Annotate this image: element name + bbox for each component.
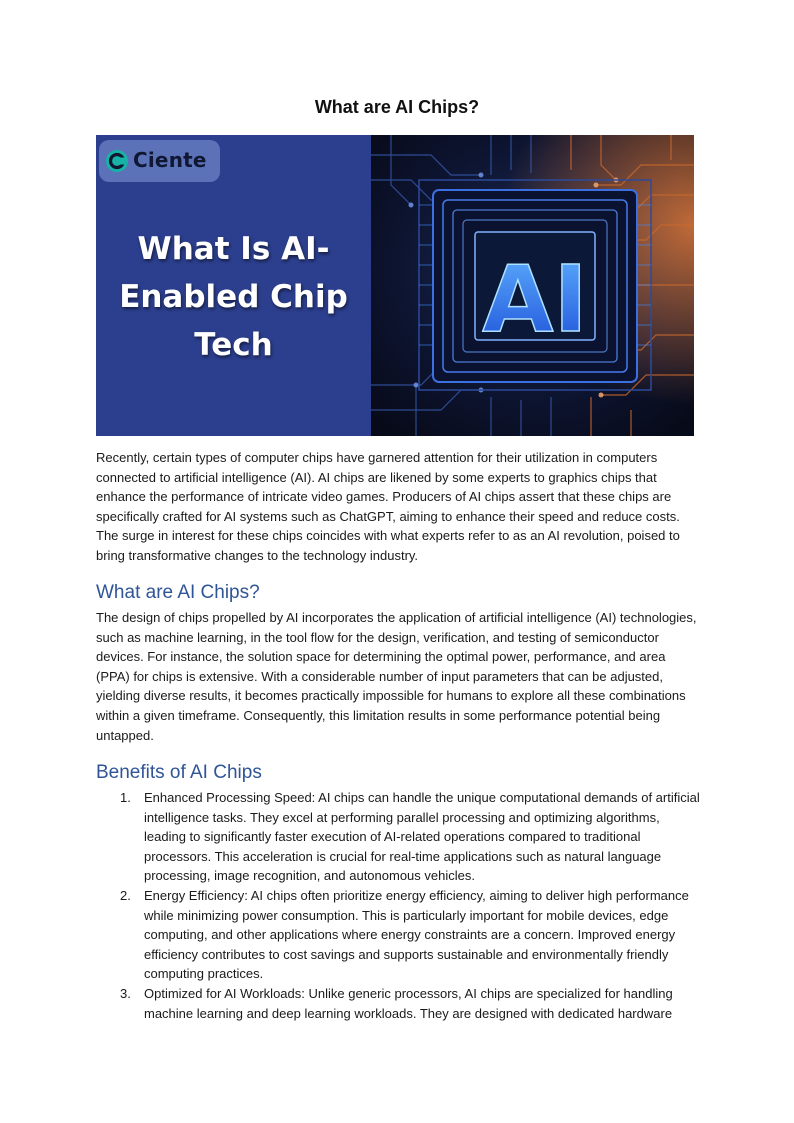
page-title: What are AI Chips?: [314, 97, 480, 117]
list-item-text: Enhanced Processing Speed: AI chips can handle the unique computational demands of artificial intelligence tasks. They excel at performing parallel processing and optimizing algorithms, leading to significantly faster execution of AI-related operations compared to traditional processors. This acceleration is crucial for real-time applications such as natural language processing, image recognition, and autonomous vehicles.: [144, 790, 700, 884]
section-paragraph-ai-chip-design: The design of chips propelled by AI incorporates the application of artificial intelligence (AI) technologies, such as machine learning, in the tool flow for the design, verification, and testing of semiconductor devices. For instance, the solution space for determining the optimal power, performance, and area (PPA) for chips is extensive. With a considerable number of input parameters that can be adjusted, yielding diverse results, it becomes practically impossible for humans to explore all these combinations within a given timeframe. Consequently, this limitation results in some performance potential being untapped.: [96, 610, 697, 743]
section-heading-what-are-ai-chips: What are AI Chips?: [96, 582, 260, 603]
logo-text: Ciente: [133, 148, 207, 172]
list-item: [96, 984, 702, 1023]
benefits-list: [96, 788, 702, 1023]
chip-ai-label: AI: [482, 246, 588, 353]
list-item-text: Energy Efficiency: AI chips often prioritize energy efficiency, aiming to deliver high performance while minimizing power consumption. This is particularly important for mobile devices, edge computing, and other applications where energy constraints are a concern. Improved energy efficiency contributes to cost savings and supports sustainable and environmentally friendly computing practices.: [144, 887, 689, 982]
banner-left-panel: [96, 135, 371, 436]
list-item-text: Optimized for AI Workloads: Unlike generic processors, AI chips are specialized for handling machine learning and deep learning workloads. They are designed with dedicated hardware: [144, 985, 673, 1021]
ciente-logo: [99, 140, 220, 182]
ai-chip-illustration: [371, 135, 694, 436]
list-item: [96, 788, 702, 886]
list-item-number: 2.: [120, 887, 131, 903]
section-heading-benefits: Benefits of AI Chips: [96, 762, 262, 783]
hero-banner-image: [96, 135, 694, 436]
banner-headline: What Is AI-Enabled Chip Tech: [119, 231, 348, 363]
list-item: [96, 886, 702, 984]
ciente-logo-icon: [105, 149, 129, 173]
intro-paragraph: Recently, certain types of computer chips have garnered attention for their utilization in computers connected to artificial intelligence (AI). AI chips are likened by some experts to graphics chips that enhance the performance of intricate video games. Producers of AI chips assert that these chips are specifically crafted for AI systems such as ChatGPT, aiming to enhance their speed and reduce costs. The surge in interest for these chips coincides with what experts refer to as an AI revolution, poised to bring transformative changes to the technology industry.: [96, 450, 680, 563]
list-item-number: 1.: [120, 790, 131, 805]
list-item-number: 3.: [120, 985, 131, 1001]
